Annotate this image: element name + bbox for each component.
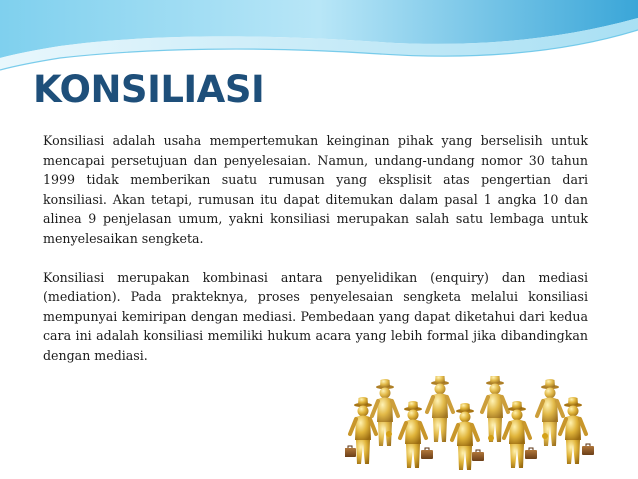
paragraph-definition: Konsiliasi adalah usaha mempertemukan keinginan pihak yang berselisih untuk mencapai persetujuan dan penyelesaian. Namun, undang-undang nomor 30 tahun 1999 tidak memberikan suatu rumusan yang eksplisit atas pengertian dari konsiliasi. Akan tetapi, rumusan itu dapat ditemukan dalam pasal 1 angka 10 dan alinea 9 penjelasan umum, yakni konsiliasi merupakan salah satu lembaga untuk menyelesaikan sengketa.	[43, 133, 588, 246]
page-title: KONSILIASI	[33, 68, 265, 111]
businessmen-handshake-illustration	[345, 376, 605, 479]
body-text	[43, 131, 588, 385]
paragraph-comparison: Konsiliasi merupakan kombinasi antara penyelidikan (enquiry) dan mediasi (mediation). Pada prakteknya, proses penyelesaian sengketa melalui konsiliasi mempunyai kemiripan dengan mediasi. Pembedaan yang dapat diketahui dari kedua cara ini adalah konsiliasi memiliki hukum acara yang lebih formal jika dibandingkan dengan mediasi.	[43, 269, 588, 363]
